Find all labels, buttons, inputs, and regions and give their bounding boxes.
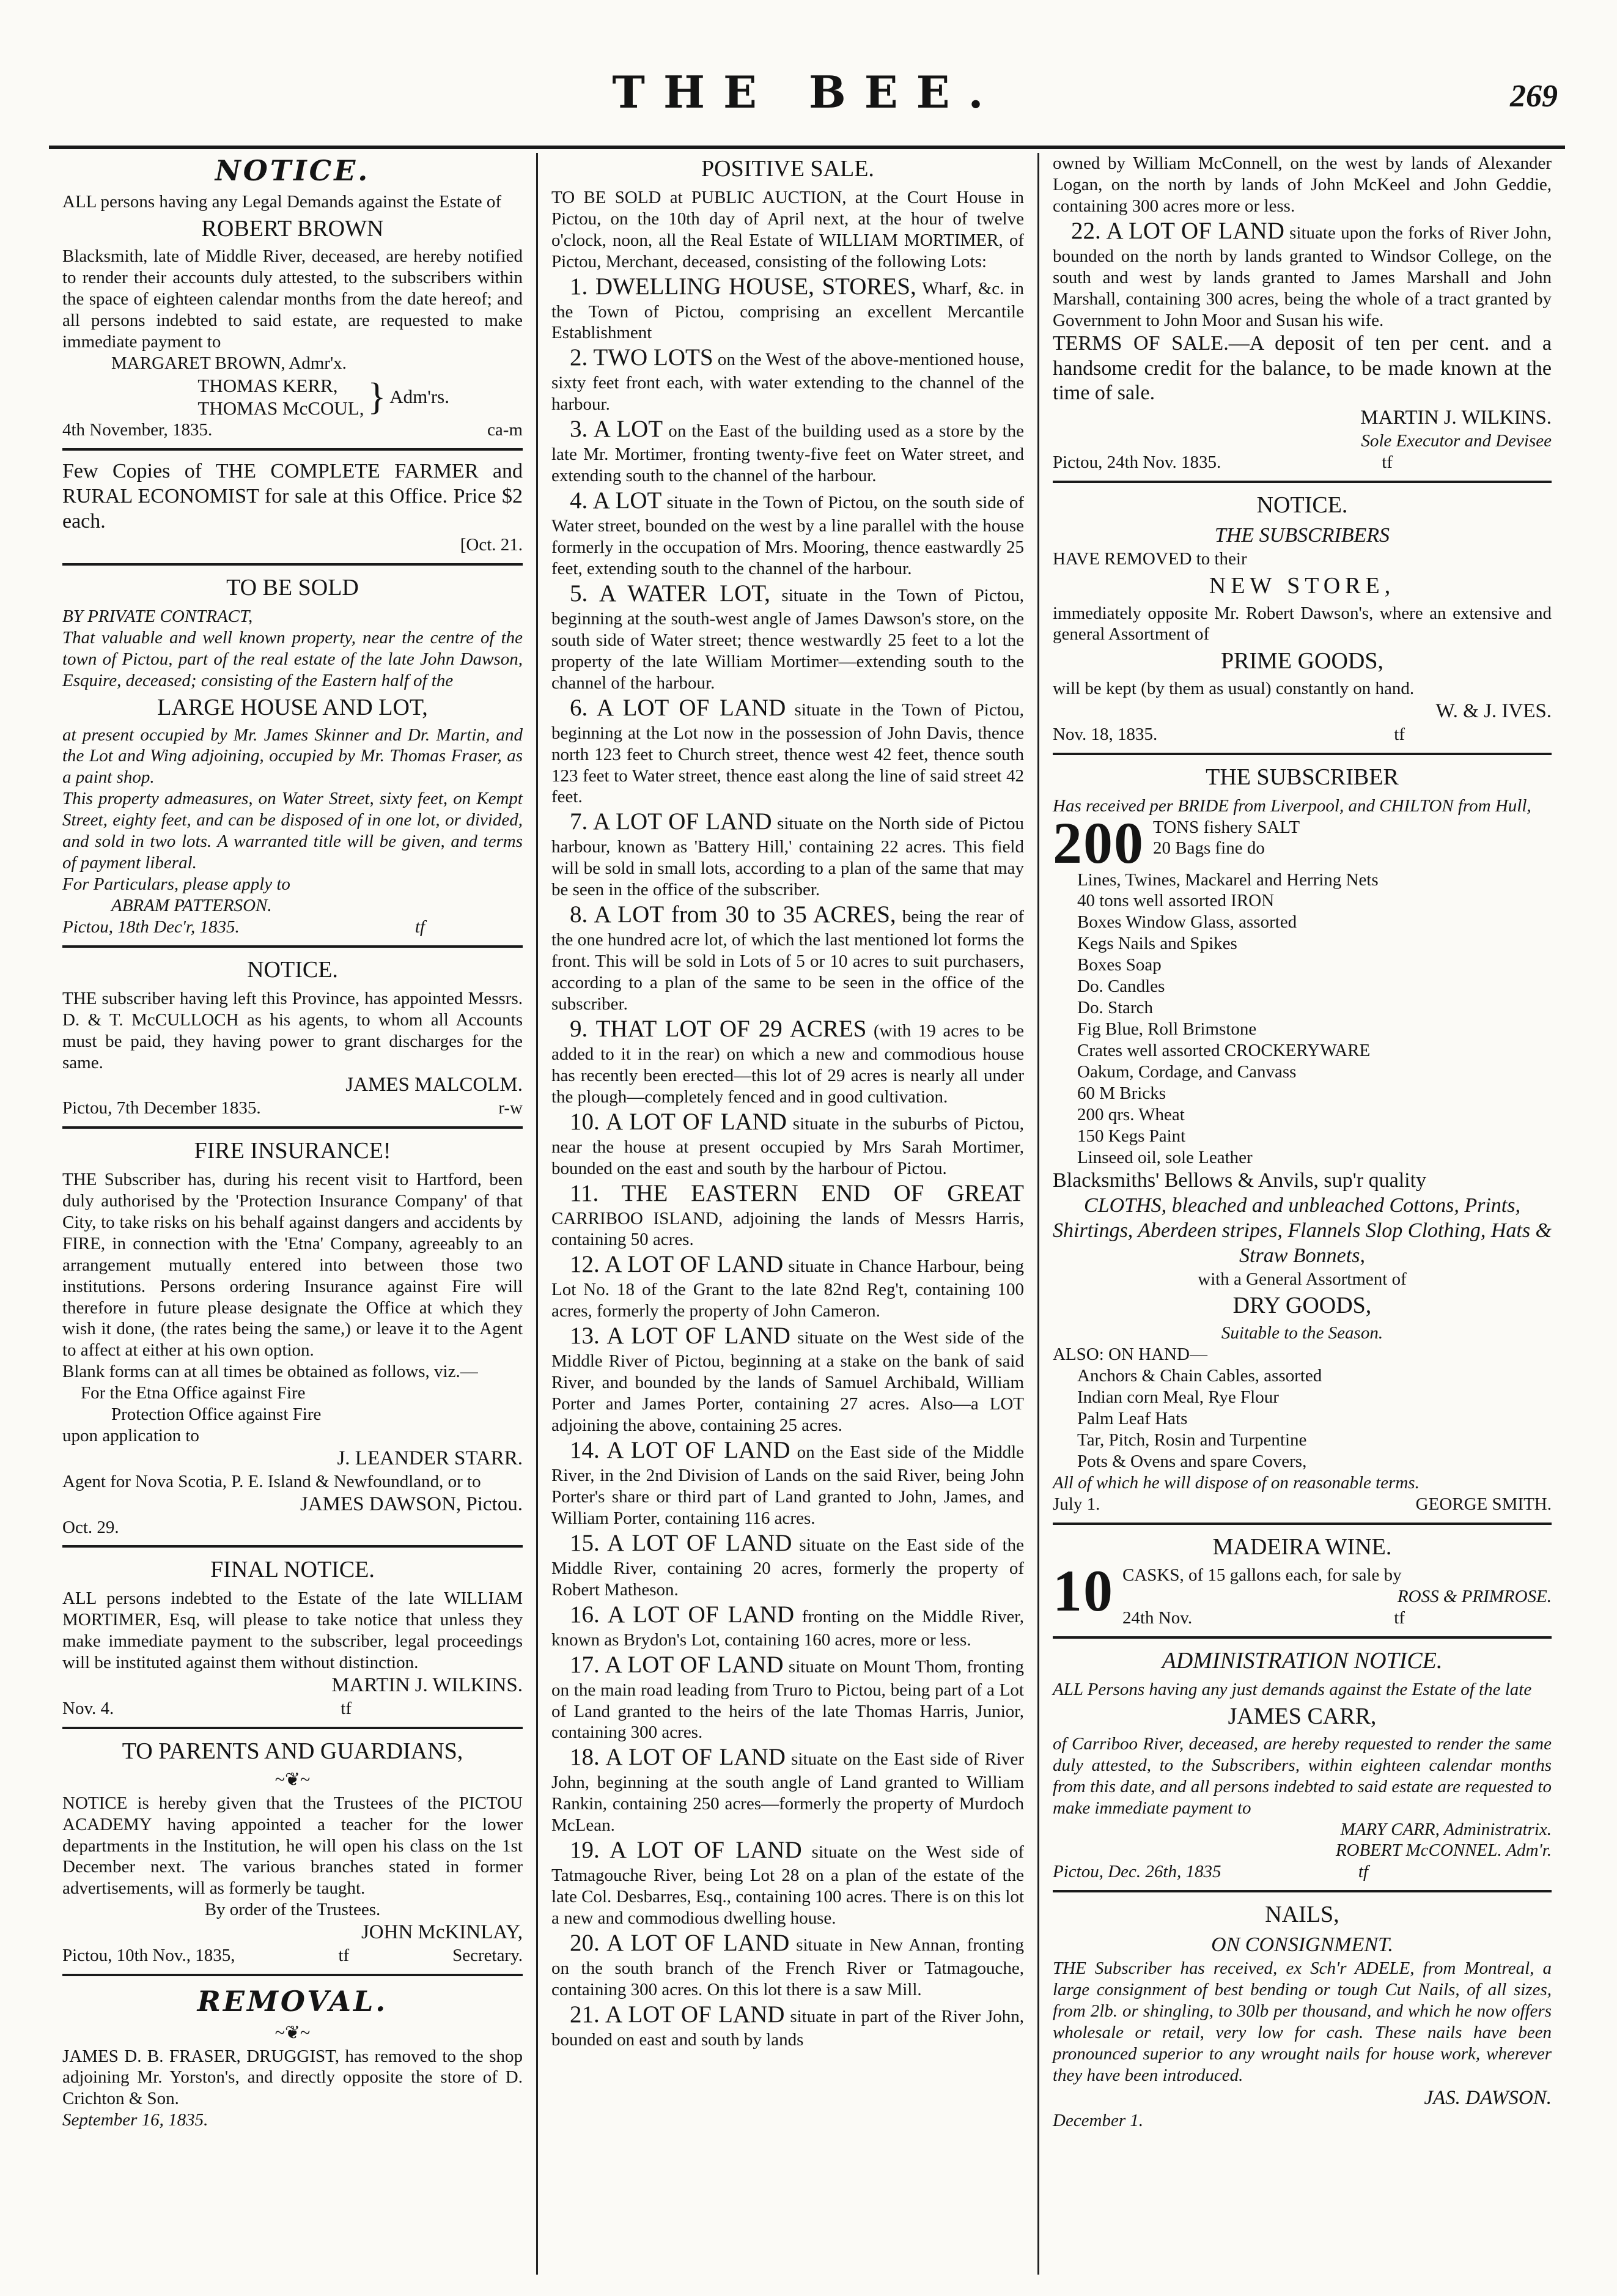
- notice-title: NOTICE.: [1256, 492, 1348, 519]
- goods-item: Oakum, Cordage, and Canvass: [1077, 1061, 1297, 1082]
- lot-lead: 15. A LOT OF LAND: [570, 1529, 792, 1556]
- to-be-sold-ad: [62, 574, 523, 948]
- fire-insurance-ad: [62, 1137, 523, 1548]
- administrators-label: Adm'rs.: [389, 386, 449, 408]
- notice-date: Pictou, 7th December 1835.: [62, 1098, 261, 1118]
- ad-code: tf: [414, 917, 425, 937]
- notice-body: immediately opposite Mr. Robert Dawson's, where an extensive and general Assortment of: [1053, 603, 1552, 644]
- administration-notice: [1053, 1647, 1552, 1892]
- notice-dateline: [1053, 724, 1552, 745]
- lot-lead: 9. THAT LOT OF 29 ACRES: [570, 1015, 867, 1042]
- notice-body: NOTICE is hereby given that the Trustees of the PICTOU ACADEMY having appointed a teacher for the lower departments in the Institution, he will open his class on the 1st December next. The various branches stated in former advertisements, will as formerly be taught.: [62, 1793, 523, 1899]
- ad-title: FIRE INSURANCE!: [194, 1138, 391, 1164]
- lot-lead: 14. A LOT OF LAND: [570, 1437, 790, 1464]
- etna-office: For the Etna Office against Fire: [81, 1383, 306, 1403]
- notice-date: December 1.: [1053, 2111, 1144, 2131]
- lot-item: [551, 1015, 1024, 1108]
- administrators-block: [62, 374, 523, 420]
- column-middle: [538, 153, 1039, 2275]
- administrator: ROBERT McCONNEL. Adm'r.: [1335, 1840, 1552, 1861]
- notice-subtitle: ON CONSIGNMENT.: [1211, 1933, 1393, 1957]
- lot-text: situate in the Town of Pictou, beginning at the Lot now in the possession of John Davis, thence north 123 feet to Church street, thence west 42 feet, thence south 123 feet to Water street, thence east along the line of said street 42 feet.: [551, 700, 1025, 807]
- notice-intro: ALL persons having any Legal Demands against the Estate of: [62, 192, 502, 212]
- lot-lead: 4. A LOT: [570, 487, 662, 514]
- ad-apply: For Particulars, please apply to: [62, 874, 290, 895]
- notice-date: Pictou, Dec. 26th, 1835: [1053, 1862, 1221, 1882]
- lot-lead: 6. A LOT OF LAND: [570, 694, 786, 721]
- notice-code: tf: [1394, 724, 1405, 744]
- notice-title: NAILS,: [1265, 1902, 1339, 1928]
- masthead-bar: [49, 54, 1565, 149]
- lot-lead: 10. A LOT OF LAND: [570, 1108, 787, 1135]
- administratrix-name: MARGARET BROWN, Admr'x.: [111, 353, 347, 373]
- lot-item: [551, 2001, 1024, 2051]
- notice-body: Blacksmith, late of Middle River, deceased, are hereby notified to render their accounts duly attested, to the subscribers within the space of eighteen calendar months from the date hereof; and all persons indebted to said estate, are requested to make immediate payment to: [62, 246, 523, 352]
- notice-dateline: [62, 1098, 523, 1119]
- lot-lead: 18. A LOT OF LAND: [570, 1744, 786, 1771]
- lot-item: [551, 694, 1024, 808]
- goods-item: Crates well assorted CROCKERYWARE: [1077, 1041, 1371, 1061]
- goods-item: 40 tons well assorted IRON: [1077, 891, 1275, 911]
- notice-code: tf: [341, 1698, 352, 1718]
- lot-item: [551, 1322, 1024, 1436]
- lot-text: situate on the East side of the Middle River, containing 20 acres, formerly the property of Robert Matheson.: [551, 1535, 1025, 1600]
- ad-dateline: [1122, 1608, 1552, 1629]
- notice-dateline: [1053, 1861, 1552, 1883]
- flour-item: 20 Bags fine do: [1153, 838, 1265, 858]
- notice-signature: JAS. DAWSON.: [1424, 2086, 1552, 2109]
- goods-item: Boxes Window Glass, assorted: [1077, 912, 1297, 932]
- newspaper-masthead: THE BEE.: [612, 66, 1002, 118]
- ad-dateline: [62, 917, 523, 938]
- goods-item: Do. Candles: [1077, 976, 1165, 997]
- dry-goods: DRY GOODS,: [1232, 1293, 1372, 1319]
- lot-text: on the East side of the Middle River, in the 2nd Division of Lands on the said River, being John Porter's share or third part of Land granted to John, James, and William Porter, containing 116 acres.: [551, 1442, 1024, 1528]
- notice-signature: JAMES MALCOLM.: [345, 1074, 523, 1096]
- continued-text: owned by William McConnell, on the west by lands of Alexander Logan, on the north by lands of John McKeel and John Geddie, containing 300 acres more or less.: [1053, 153, 1552, 216]
- administratrix: MARY CARR, Administratrix.: [1340, 1819, 1552, 1839]
- ornament-icon: ~❦~: [274, 2023, 311, 2043]
- ad-date: Pictou, 18th Dec'r, 1835.: [62, 917, 240, 937]
- goods-item: Lines, Twines, Mackarel and Herring Nets: [1077, 869, 1379, 890]
- madeira-body: [1053, 1565, 1552, 1629]
- notice-code: r-w: [498, 1098, 523, 1118]
- lot-item: [551, 415, 1024, 487]
- ad-subtitle: BY PRIVATE CONTRACT,: [62, 607, 253, 627]
- notice-by-order: By order of the Trustees.: [204, 1900, 381, 1920]
- final-notice: [62, 1556, 523, 1729]
- notice-title: TO PARENTS AND GUARDIANS,: [122, 1738, 463, 1764]
- blacksmiths-line: Blacksmiths' Bellows & Anvils, sup'r quality: [1053, 1168, 1427, 1192]
- large-house-heading: LARGE HOUSE AND LOT,: [157, 694, 428, 720]
- goods-item: 60 M Bricks: [1077, 1083, 1166, 1103]
- goods-item: Kegs Nails and Spikes: [1077, 934, 1237, 954]
- lot-text: situate upon the forks of River John, bounded on the north by lands granted to Windsor College, on the south and west by lands granted to James Marshall and John Marshall, containing 300 acres, being the whole of a tract granted by Government to John Moor and Susan his wife.: [1053, 223, 1552, 330]
- nails-notice: [1053, 1901, 1552, 2139]
- lot-item: [551, 1529, 1024, 1601]
- lot-text: situate in the Town of Pictou, on the south side of Water street, bounded on the west by a line parallel with the house formerly in the occupation of Mrs. Mooring, thence eastwardly 25 feet, extending south to the channel of the harbour.: [551, 493, 1024, 578]
- ives-notice: [1053, 492, 1552, 755]
- lot-lead: 8. A LOT from 30 to 35 ACRES,: [570, 901, 896, 928]
- notice-date: Nov. 18, 1835.: [1053, 724, 1158, 744]
- sale-date: Pictou, 24th Nov. 1835.: [1053, 452, 1221, 473]
- dispose-terms: All of which he will dispose of on reasonable terms.: [1053, 1472, 1420, 1493]
- agent-ns: Agent for Nova Scotia, P. E. Island & Newfoundland, or to: [62, 1471, 481, 1491]
- goods-list: [1053, 869, 1552, 1168]
- notice-signature: JOHN McKINLAY,: [361, 1921, 523, 1944]
- salt-line: [1053, 817, 1552, 869]
- column-left: [49, 153, 538, 2275]
- goods-item: Boxes Soap: [1077, 955, 1162, 975]
- sale-code: tf: [1382, 452, 1393, 473]
- also-items-list: [1053, 1365, 1552, 1472]
- also-item: Pots & Ovens and spare Covers,: [1077, 1451, 1307, 1471]
- notice-date: 4th November, 1835.: [62, 420, 213, 440]
- ad-code: tf: [1394, 1608, 1405, 1628]
- column-right: [1039, 153, 1565, 2275]
- notice-date: September 16, 1835.: [62, 2110, 208, 2130]
- also-item: Indian corn Meal, Rye Flour: [1077, 1387, 1279, 1408]
- also-on-hand: ALSO: ON HAND—: [1053, 1345, 1207, 1365]
- protection-office: Protection Office against Fire: [111, 1405, 322, 1425]
- notice-robert-brown: [62, 154, 523, 451]
- lot-text: situate in the Town of Pictou, beginning at the south-west angle of James Dawson's store, on the south side of Water street; thence westwardly 25 feet to a lot the property of the late William Mortimer—extending south to the channel of the harbour.: [551, 585, 1025, 693]
- page-number: 269: [1510, 79, 1558, 114]
- notice-title: FINAL NOTICE.: [210, 1557, 375, 1583]
- administrator-mccoul: THOMAS McCOUL,: [197, 397, 364, 419]
- notice-body: JAMES D. B. FRASER, DRUGGIST, has removed to the shop adjoining Mr. Yorston's, and directly opposite the store of D. Crichton & Son.: [62, 2046, 523, 2109]
- lot-item: [551, 1651, 1024, 1744]
- also-item: Anchors & Chain Cables, assorted: [1077, 1366, 1322, 1386]
- ad-body-3: This property admeasures, on Water Street, sixty feet, on Kempt Street, eighty feet, and can be disposed of in one lot, or divided, and sold in two lots. A warranted title will be given, and terms of payment liberal.: [62, 789, 523, 873]
- madeira-ad: [1053, 1534, 1552, 1639]
- lot-text: situate in part of the River John, bounded on east and south by lands: [551, 2006, 1024, 2050]
- lot-lead: 3. A LOT: [570, 416, 663, 443]
- lot-item: [551, 901, 1024, 1015]
- executor-name: MARTIN J. WILKINS.: [1360, 407, 1552, 429]
- notice-title: ADMINISTRATION NOTICE.: [1162, 1648, 1443, 1674]
- ad-body-2: at present occupied by Mr. James Skinner and Dr. Martin, and the Lot and Wing adjoining, occupied by Mr. Thomas Fraser, as a paint shop.: [62, 725, 523, 788]
- lot-item: [551, 273, 1024, 344]
- notice-removed: HAVE REMOVED to their: [1053, 548, 1247, 569]
- goods-item: 150 Kegs Paint: [1077, 1126, 1186, 1146]
- lot-lead: 13. A LOT OF LAND: [570, 1323, 790, 1349]
- ad-date: July 1.: [1053, 1494, 1100, 1514]
- new-store: NEW STORE,: [1209, 572, 1396, 599]
- lot-text: on the East of the building used as a store by the late Mr. Mortimer, fronting twenty-five feet on Water street, and extending south to the channel of the harbour.: [551, 421, 1025, 486]
- lot-lead: 11. THE EASTERN END OF GREAT: [570, 1179, 1024, 1206]
- ad-body: THE Subscriber has, during his recent visit to Hartford, been duly authorised by the 'Protection Insurance Company' of that City, to take risks on his behalf against dangers and accidents by FIRE, in connection with the 'Etna' Company, agreeably to an arrangement mutually entered into between those two institutions. Persons ordering Insurance against Fire will therefore in future please designate the Office at which they wish it done, (the rates being the same,) or leave it to the Agent to affect at either at his own option.: [62, 1169, 523, 1360]
- removal-notice: [62, 1985, 523, 2138]
- lot-item: [551, 344, 1024, 415]
- lot-item: [551, 1836, 1024, 1929]
- agent-starr: J. LEANDER STARR.: [337, 1447, 523, 1470]
- lot-lead: 20. A LOT OF LAND: [570, 1929, 790, 1956]
- agent-dawson: JAMES DAWSON, Pictou.: [300, 1493, 523, 1515]
- lot-item: [551, 1601, 1024, 1651]
- notice-body: THE subscriber having left this Province, has appointed Messrs. D. & T. McCULLOCH as his agents, to whom all Accounts must be paid, they having power to grant discharges for the same.: [62, 988, 523, 1072]
- big-number: 200: [1053, 816, 1144, 869]
- madeira-seller: ROSS & PRIMROSE.: [1397, 1587, 1552, 1607]
- notice-date: Nov. 4.: [62, 1698, 114, 1718]
- lot-text: situate on the North side of Pictou harbour, known as 'Battery Hill,' containing 22 acres. This field will be sold in small lots, according to a plan of the same that may be seen in the office of the subscriber.: [551, 814, 1024, 900]
- lot-text: CARRIBOO ISLAND, adjoining the lands of Messrs Harris, containing 50 acres.: [551, 1208, 1024, 1250]
- ornament-icon: ~❦~: [274, 1770, 311, 1790]
- positive-sale-intro: TO BE SOLD at PUBLIC AUCTION, at the Court House in Pictou, on the 10th day of April next, at the hour of twelve o'clock, noon, all the Real Estate of WILLIAM MORTIMER, of Pictou, Merchant, deceased, consisting of the following Lots:: [551, 187, 1024, 271]
- lot-lead: 21. A LOT OF LAND: [570, 2001, 785, 2028]
- lot-text: situate on the West side of Tatmagouche River, being Lot 28 on a plan of the estate of the late Col. Desbarres, Esq., containing 100 acres. There is on this lot a new and commodious dwelling house.: [551, 1842, 1024, 1929]
- lot-item: [551, 1436, 1024, 1529]
- suitable-season: Suitable to the Season.: [1221, 1323, 1383, 1343]
- notice-code: ca-m: [487, 420, 523, 440]
- notice-title: REMOVAL.: [197, 1984, 388, 2018]
- ad-date: 24th Nov.: [1122, 1608, 1193, 1628]
- lot-text: situate in New Annan, fronting on the south branch of the French River or Tatmagouche, containing 300 acres. On this lot there is a saw Mill.: [551, 1935, 1024, 1999]
- ad-dateline: [1053, 1494, 1552, 1515]
- lot-lead: 5. A WATER LOT,: [570, 580, 770, 607]
- kept-on-hand: will be kept (by them as usual) constantly on hand.: [1053, 679, 1415, 699]
- cloths-line: CLOTHS, bleached and unbleached Cottons, Prints, Shirtings, Aberdeen stripes, Flannels Slop Clothing, Hats & Straw Bonnets,: [1053, 1194, 1552, 1267]
- notice-subtitle: THE SUBSCRIBERS: [1214, 523, 1390, 547]
- lot-lead: 22. A LOT OF LAND: [1071, 217, 1284, 244]
- farmer-date: [Oct. 21.: [460, 535, 523, 555]
- upon-application: upon application to: [62, 1426, 199, 1446]
- lot-lead: 7. A LOT OF LAND: [570, 808, 772, 835]
- ad-agent: ABRAM PATTERSON.: [111, 896, 272, 916]
- positive-sale-title: POSITIVE SALE.: [701, 156, 874, 182]
- lot-lead: 12. A LOT OF LAND: [570, 1251, 784, 1278]
- notice-dateline: [62, 1698, 523, 1719]
- prime-goods: PRIME GOODS,: [1220, 648, 1384, 674]
- lot-lead: 2. TWO LOTS: [570, 344, 713, 371]
- farmer-ad: [62, 459, 523, 566]
- lot-text: being the rear of the one hundred acre lot, of which the last mentioned lot forms the front. This will be sold in Lots of 5 or 10 acres to suit purchasers, according to a plan of the same to be seen in the office of the subscriber.: [551, 907, 1024, 1014]
- ad-title: TO BE SOLD: [226, 575, 359, 601]
- notice-code: tf: [338, 1946, 350, 1965]
- ad-signature: GEORGE SMITH.: [1415, 1494, 1552, 1514]
- notice-intro: ALL Persons having any just demands against the Estate of the late: [1053, 1680, 1532, 1700]
- deceased-name: JAMES CARR,: [1228, 1704, 1377, 1730]
- executor-title: Sole Executor and Devisee: [1361, 431, 1552, 451]
- general-assortment: with a General Assortment of: [1198, 1269, 1407, 1289]
- positive-sale-continued: [1053, 153, 1552, 483]
- big-number: 10: [1053, 1565, 1114, 1624]
- notice-signature: MARTIN J. WILKINS.: [331, 1674, 523, 1697]
- ad-title: THE SUBSCRIBER: [1206, 764, 1399, 790]
- lot-22: [1053, 217, 1552, 331]
- administrator-kerr: THOMAS KERR,: [197, 374, 338, 396]
- lot-lead: 17. A LOT OF LAND: [570, 1651, 784, 1678]
- lot-text: situate on the East side of River John, beginning at the south angle of Land granted to William Rankin, containing 250 acres—formerly the property of Murdoch McLean.: [551, 1749, 1024, 1836]
- lot-lead: 16. A LOT OF LAND: [570, 1601, 794, 1628]
- notice-body: of Carriboo River, deceased, are hereby requested to render the same duly attested, to the Subscribers, within eighteen calendar months from this date, and all persons indebted to said estate are requested to make immediate payment to: [1053, 1733, 1552, 1818]
- notice-dateline: [62, 419, 523, 441]
- lot-item: [551, 808, 1024, 901]
- smith-ad: [1053, 764, 1552, 1525]
- notice-code: tf: [1358, 1862, 1368, 1882]
- farmer-text: Few Copies of THE COMPLETE FARMER and RURAL ECONOMIST for sale at this Office. Price $2 each.: [62, 460, 523, 533]
- lot-text: on the West of the above-mentioned house, sixty feet front each, with water extending to the channel of the harbour.: [551, 350, 1025, 415]
- notice-dateline: [62, 1945, 523, 1966]
- notice-body: THE Subscriber has received, ex Sch'r ADELE, from Montreal, a large consignment of best bending or tough Cut Nails, of all sizes, from 2lb. or shingling, to 30lb per thousand, and which he now offers wholesale or retail, very low for cash. These nails have been pronounced superior to any wrought nails for house work, wherever they have been introduced.: [1053, 1958, 1552, 2085]
- lot-item: [551, 580, 1024, 694]
- lot-lead: 1. DWELLING HOUSE, STORES,: [570, 273, 916, 300]
- notice-role: Secretary.: [452, 1946, 523, 1965]
- lot-text: (with 19 acres to be added to it in the rear) on which a new and commodious house has recently been erected—this lot of 29 acres is nearly all under the plough—completely fenced and in good cultivation.: [551, 1021, 1024, 1107]
- lot-text: situate in Chance Harbour, being Lot No. 18 of the Grant to the late 82nd Reg't, containing 100 acres, formerly the property of John Cameron.: [551, 1257, 1024, 1321]
- ad-date: Oct. 29.: [62, 1517, 119, 1537]
- ad-received: Has received per BRIDE from Liverpool, and CHILTON from Hull,: [1053, 795, 1531, 816]
- goods-item: Fig Blue, Roll Brimstone: [1077, 1019, 1257, 1039]
- goods-item: Do. Starch: [1077, 998, 1154, 1018]
- blank-forms: Blank forms can at all times be obtained as follows, viz.—: [62, 1362, 478, 1382]
- lot-item: [551, 1179, 1024, 1251]
- sale-dateline: [1053, 452, 1552, 473]
- parents-guardians-notice: [62, 1738, 523, 1976]
- lot-item: [551, 1250, 1024, 1322]
- terms-of-sale: TERMS OF SALE.—A deposit of ten per cent. and a handsome credit for the balance, to be made known at the time of sale.: [1053, 331, 1552, 405]
- lot-text: situate on the West side of the Middle River of Pictou, beginning at a stake on the bank of said River, and bounded by the lands of Samuel Archibald, William Porter and James Porter, containing 27 acres. Also—a LOT adjoining the above, containing 25 acres.: [551, 1328, 1025, 1436]
- notice-body: ALL persons indebted to the Estate of the late WILLIAM MORTIMER, Esq, will please to take notice that unless they make immediate payment to the subscriber, legal proceedings will be instituted against them without distinction.: [62, 1589, 523, 1673]
- also-item: Tar, Pitch, Rosin and Turpentine: [1077, 1430, 1307, 1450]
- goods-item: Linseed oil, sole Leather: [1077, 1147, 1253, 1167]
- lot-lead: 19. A LOT OF LAND: [570, 1837, 802, 1864]
- also-item: Palm Leaf Hats: [1077, 1409, 1188, 1429]
- lot-item: [551, 1108, 1024, 1179]
- lot-text: situate in the suburbs of Pictou, near the house at present occupied by Mrs Sarah Mortimer, bounded on the east and south by the harbour of Pictou.: [551, 1113, 1025, 1178]
- lot-item: [551, 1929, 1024, 2001]
- ad-title: MADEIRA WINE.: [1212, 1534, 1392, 1560]
- notice-title: NOTICE.: [247, 956, 338, 983]
- lot-list: [551, 273, 1024, 2051]
- lot-item: [551, 487, 1024, 580]
- ad-body: That valuable and well known property, near the centre of the town of Pictou, part of the real estate of the late John Dawson, Esquire, deceased; consisting of the Eastern half of the: [62, 627, 523, 690]
- salt-item: TONS fishery SALT: [1153, 817, 1300, 837]
- lot-text: Wharf, &c. in the Town of Pictou, comprising an excellent Mercantile Establishment: [551, 278, 1025, 343]
- deceased-name: ROBERT BROWN: [201, 216, 384, 242]
- notice-malcolm: [62, 956, 523, 1129]
- brace-icon: }: [367, 376, 386, 418]
- notice-title: NOTICE.: [215, 154, 370, 187]
- notice-signature: W. & J. IVES.: [1435, 700, 1552, 723]
- lot-item: [551, 1743, 1024, 1836]
- notice-date: Pictou, 10th Nov., 1835,: [62, 1946, 235, 1965]
- lot-text: fronting on the Middle River, known as Brydon's Lot, containing 160 acres, more or less.: [551, 1606, 1025, 1650]
- goods-item: 200 qrs. Wheat: [1077, 1104, 1185, 1124]
- casks-text: CASKS, of 15 gallons each, for sale by: [1122, 1565, 1402, 1585]
- lot-text: situate on Mount Thom, fronting on the main road leading from Truro to Pictou, being part of a Lot of Land granted to the heirs of the late Thomas Harris, Junior, containing 300 acres.: [551, 1656, 1024, 1743]
